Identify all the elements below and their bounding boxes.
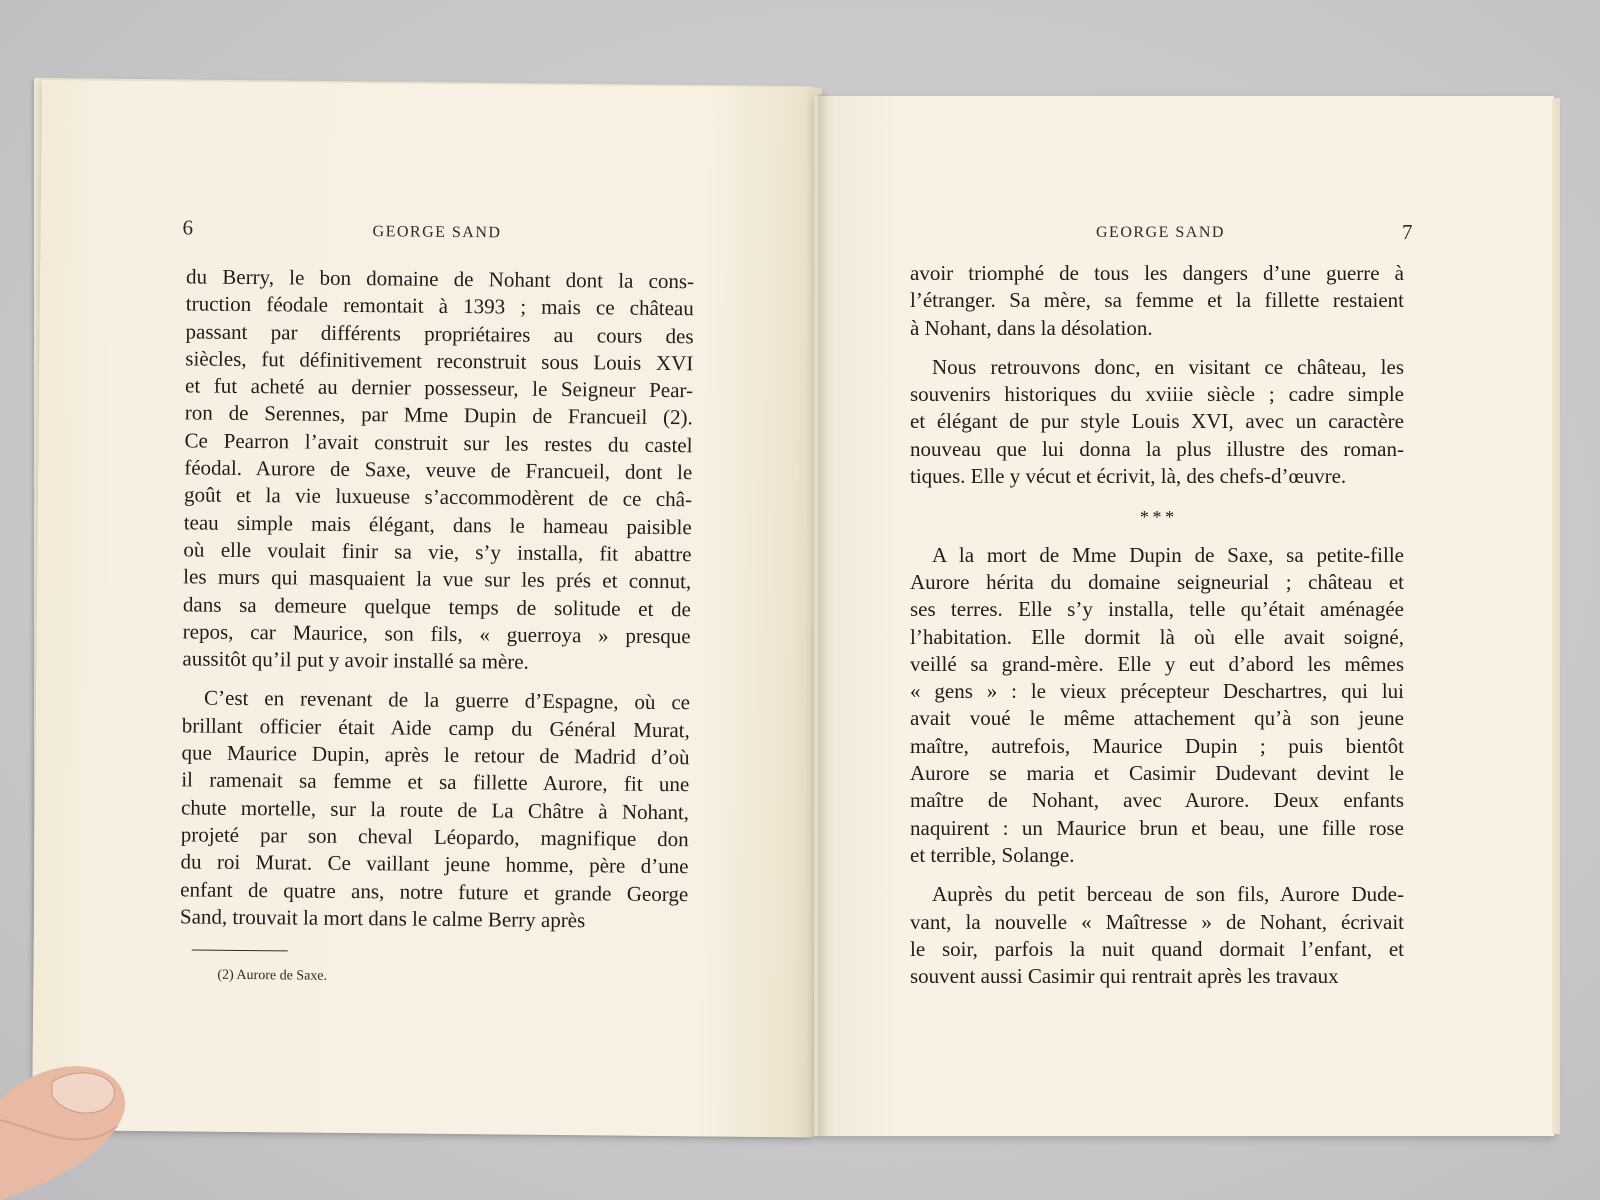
text-line: souvent aussi Casimir qui rentrait après les travaux (910, 964, 1339, 989)
text-line: repos, car Maurice, son fils, « guerroya » presque (182, 619, 691, 649)
text-line: Sand, trouvait la mort dans le calme Berry après (179, 904, 586, 933)
text-line: siècles, fut définitivement reconstruit sous Louis XVI (185, 346, 694, 376)
text-line: avait voué le même attachement qu’à son jeune (910, 706, 1404, 731)
text-line: dans sa demeure quelque temps de solitude et de (182, 591, 692, 621)
paragraph (182, 263, 694, 677)
text-line: chute mortelle, sur la route de La Châtre à Nohant, (180, 795, 690, 824)
text-line: l’habitation. Elle dormit là où elle avait soigné, (910, 624, 1404, 649)
text-line: maître, autrefois, Maurice Dupin ; puis bientôt (910, 733, 1404, 758)
text-line: brillant officier était Aide camp du Général Murat, (181, 713, 690, 742)
text-line: les murs qui masquaient la vue sur les prés et connut, (183, 564, 692, 594)
right-page (814, 96, 1554, 1136)
text-line: naquirent : un Maurice brun et beau, une fille rose (910, 815, 1404, 840)
text-line: et élégant de pur style Louis XVI, avec un caractère (910, 409, 1404, 434)
text-line: Aurore hérita du domaine seigneurial ; château et (910, 569, 1404, 594)
text-line: et terrible, Solange. (910, 842, 1075, 867)
text-line: vant, la nouvelle « Maîtresse » de Nohant, écrivait (910, 909, 1404, 934)
text-line: nouveau que lui donna la plus illustre des roman- (910, 436, 1404, 461)
text-line: ses terres. Elle s’y installa, telle qu’était aménagée (910, 597, 1404, 622)
text-line: Nous retrouvons donc, en visitant ce château, les (932, 354, 1404, 379)
text-line: le soir, parfois la nuit quand dormait l’enfant, et (910, 936, 1404, 961)
paragraph (910, 542, 1404, 870)
text-line: passant par différents propriétaires au cours des (185, 318, 694, 348)
text-line: du roi Murat. Ce vaillant jeune homme, père d’une (180, 849, 689, 879)
text-line: projeté par son cheval Léopardo, magnifique don (180, 822, 689, 852)
text-line: à Nohant, dans la désolation. (910, 315, 1153, 340)
text-line: teau simple mais élégant, dans le hameau paisible (183, 510, 692, 539)
paragraph (910, 881, 1404, 990)
text-line: l’étranger. Sa mère, sa femme et la fillette restaient (910, 288, 1404, 313)
text-line: enfant de quatre ans, notre future et grande George (180, 876, 689, 906)
left-page (32, 80, 822, 1137)
gutter-shadow (818, 94, 828, 1136)
open-book (30, 76, 1570, 1136)
text-line: avoir triomphé de tous les dangers d’une guerre à (910, 261, 1404, 285)
text-line: féodal. Aurore de Saxe, veuve de Francueil, dont le (184, 455, 693, 485)
running-head: GEORGE SAND (372, 223, 502, 242)
text-line: où elle voulait finir sa vie, s’y installa, fit abattre (183, 537, 692, 567)
left-text-block (180, 263, 694, 935)
paragraph (910, 354, 1404, 490)
paragraph-gap (910, 869, 1404, 881)
paragraph (910, 260, 1404, 342)
text-line: Auprès du petit berceau de son fils, Aurore Dude- (932, 882, 1404, 907)
text-line: et fut acheté au dernier possesseur, le Seigneur Pear- (184, 373, 694, 403)
text-line: il ramenait sa femme et sa fillette Aurore, fit une (181, 767, 690, 797)
text-line: que Maurice Dupin, après le retour de Madrid d’où (181, 740, 690, 770)
right-text-block (910, 260, 1404, 990)
paragraph-gap (910, 342, 1404, 354)
text-line: goût et la vie luxueuse s’accommodèrent de ce châ- (183, 482, 693, 512)
text-line: « gens » : le vieux précepteur Deschartres, qui lui (910, 679, 1404, 704)
paragraph (180, 685, 690, 936)
text-line: veillé sa grand-mère. Elle y eut d’abord les mêmes (910, 651, 1404, 676)
text-line: C’est en revenant de la guerre d’Espagne, où ce (203, 686, 691, 715)
section-break-asterism: * * * (1139, 507, 1175, 528)
footnote-rule (192, 949, 288, 951)
running-head: GEORGE SAND (1096, 224, 1225, 241)
text-line: aussitôt qu’il put y avoir installé sa mère. (182, 646, 529, 674)
text-line: truction féodale remontait à 1393 ; mais ce château (185, 291, 694, 321)
text-line: maître de Nohant, avec Aurore. Deux enfants (910, 788, 1404, 813)
page-number: 6 (182, 215, 194, 240)
page-number: 7 (1402, 220, 1413, 244)
footnote: (2) Aurore de Saxe. (217, 967, 328, 984)
text-line: du Berry, le bon domaine de Nohant dont la cons- (186, 264, 695, 294)
text-line: souvenirs historiques du xviiie siècle ; cadre simple (910, 382, 1404, 407)
thumb (0, 1060, 130, 1200)
text-line: Aurore se maria et Casimir Dudevant devint le (910, 761, 1404, 786)
text-line: Ce Pearron l’avait construit sur les restes du castel (184, 428, 693, 458)
page-stack-edge (1552, 98, 1560, 1134)
text-line: ron de Serennes, par Mme Dupin de Francueil (2). (184, 400, 693, 430)
text-line: tiques. Elle y vécut et écrivit, là, des chefs-d’œuvre. (910, 464, 1347, 489)
text-line: A la mort de Mme Dupin de Saxe, sa petite-fille (932, 542, 1404, 567)
